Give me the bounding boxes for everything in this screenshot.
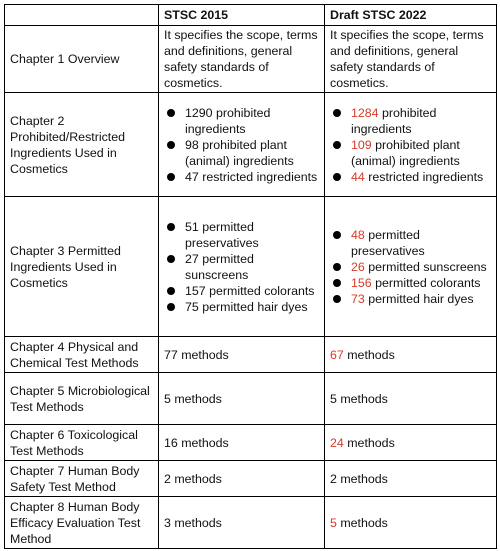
draft-2022-cell bbox=[325, 93, 497, 197]
changed-number: 24 bbox=[330, 435, 344, 450]
list-item: 26 permitted sunscreens bbox=[330, 259, 491, 275]
bullet-icon bbox=[333, 295, 341, 303]
stsc-2015-cell: 77 methods bbox=[159, 337, 325, 373]
table-row bbox=[5, 26, 497, 93]
bullet-icon bbox=[167, 255, 175, 263]
comparison-table bbox=[4, 4, 497, 549]
chapter-cell: Chapter 1 Overview bbox=[5, 26, 159, 93]
bullet-icon bbox=[167, 223, 175, 231]
stsc-2015-cell: 3 methods bbox=[159, 497, 325, 549]
list-item: 27 permitted sunscreens bbox=[164, 251, 319, 283]
list-item: 1284 prohibited ingredients bbox=[330, 105, 491, 137]
bullet-list bbox=[330, 227, 491, 307]
stsc-2015-cell: 16 methods bbox=[159, 425, 325, 461]
chapter-cell: Chapter 5 Microbiological Test Methods bbox=[5, 373, 159, 425]
chapter-cell: Chapter 2 Prohibited/Restricted Ingredients Used in Cosmetics bbox=[5, 93, 159, 197]
bullet-icon bbox=[333, 231, 341, 239]
changed-number: 5 bbox=[330, 515, 337, 530]
list-item: 1290 prohibited ingredients bbox=[164, 105, 319, 137]
changed-number: 73 bbox=[351, 291, 365, 306]
draft-2022-cell: 24 methods bbox=[325, 425, 497, 461]
header-blank bbox=[5, 5, 159, 26]
list-item: 98 prohibited plant (animal) ingredients bbox=[164, 137, 319, 169]
stsc-2015-cell bbox=[159, 93, 325, 197]
chapter-cell: Chapter 3 Permitted Ingredients Used in Cosmetics bbox=[5, 197, 159, 337]
draft-2022-cell bbox=[325, 197, 497, 337]
stsc-2015-cell bbox=[159, 197, 325, 337]
bullet-icon bbox=[333, 109, 341, 117]
chapter-cell: Chapter 6 Toxicological Test Methods bbox=[5, 425, 159, 461]
list-item: 51 permitted preservatives bbox=[164, 219, 319, 251]
list-item: 44 restricted ingredients bbox=[330, 169, 491, 185]
changed-number: 156 bbox=[351, 275, 372, 290]
bullet-icon bbox=[333, 173, 341, 181]
table-row bbox=[5, 461, 497, 497]
draft-2022-cell: 5 methods bbox=[325, 497, 497, 549]
bullet-icon bbox=[167, 287, 175, 295]
bullet-icon bbox=[333, 263, 341, 271]
header-draft-stsc-2022: Draft STSC 2022 bbox=[325, 5, 497, 26]
chapter-cell: Chapter 8 Human Body Efficacy Evaluation Test Method bbox=[5, 497, 159, 549]
changed-number: 109 bbox=[351, 137, 372, 152]
changed-number: 48 bbox=[351, 227, 365, 242]
bullet-icon bbox=[167, 109, 175, 117]
draft-2022-cell: It specifies the scope, terms and definitions, general safety standards of cosmetics. bbox=[325, 26, 497, 93]
header-stsc-2015: STSC 2015 bbox=[159, 5, 325, 26]
header-row bbox=[5, 5, 497, 26]
list-item: 109 prohibited plant (animal) ingredients bbox=[330, 137, 491, 169]
bullet-icon bbox=[167, 173, 175, 181]
bullet-icon bbox=[333, 279, 341, 287]
list-item: 48 permitted preservatives bbox=[330, 227, 491, 259]
bullet-list bbox=[164, 105, 319, 185]
changed-number: 67 bbox=[330, 347, 344, 362]
changed-number: 26 bbox=[351, 259, 365, 274]
list-item: 47 restricted ingredients bbox=[164, 169, 319, 185]
draft-2022-cell: 2 methods bbox=[325, 461, 497, 497]
table-row bbox=[5, 373, 497, 425]
changed-number: 44 bbox=[351, 169, 365, 184]
bullet-icon bbox=[167, 303, 175, 311]
bullet-icon bbox=[167, 141, 175, 149]
draft-2022-cell: 67 methods bbox=[325, 337, 497, 373]
table-row bbox=[5, 93, 497, 197]
chapter-cell: Chapter 7 Human Body Safety Test Method bbox=[5, 461, 159, 497]
list-item: 157 permitted colorants bbox=[164, 283, 319, 299]
list-item: 156 permitted colorants bbox=[330, 275, 491, 291]
draft-2022-cell: 5 methods bbox=[325, 373, 497, 425]
table-row bbox=[5, 497, 497, 549]
changed-number: 1284 bbox=[351, 105, 379, 120]
bullet-icon bbox=[333, 141, 341, 149]
table-row bbox=[5, 337, 497, 373]
stsc-2015-cell: 2 methods bbox=[159, 461, 325, 497]
table-row bbox=[5, 197, 497, 337]
stsc-2015-cell: 5 methods bbox=[159, 373, 325, 425]
list-item: 75 permitted hair dyes bbox=[164, 299, 319, 315]
stsc-2015-cell: It specifies the scope, terms and definitions, general safety standards of cosmetics. bbox=[159, 26, 325, 93]
bullet-list bbox=[164, 219, 319, 315]
bullet-list bbox=[330, 105, 491, 185]
table-row bbox=[5, 425, 497, 461]
list-item: 73 permitted hair dyes bbox=[330, 291, 491, 307]
chapter-cell: Chapter 4 Physical and Chemical Test Methods bbox=[5, 337, 159, 373]
